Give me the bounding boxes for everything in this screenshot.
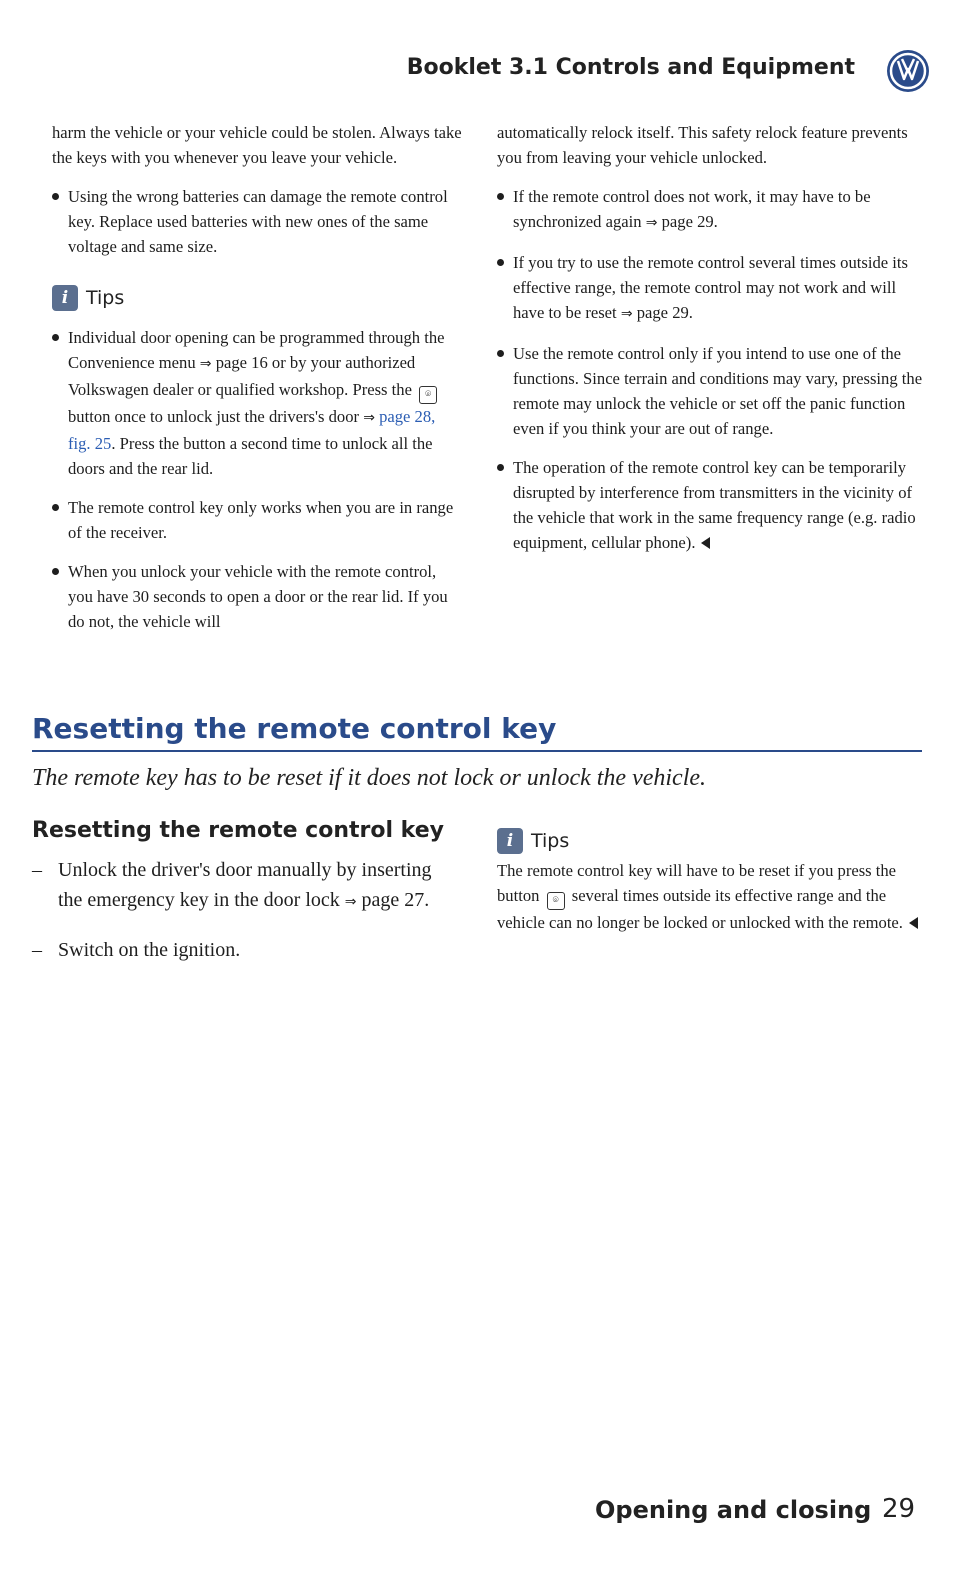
page-header: Booklet 3.1 Controls and Equipment [406,55,855,80]
step1-text: Unlock the driver's door manually by inserting the emergency key in the door lock [58,859,432,911]
step-unlock [32,855,452,917]
vw-logo-icon [885,48,931,94]
tips-text-b: several times outside its effective range and the vehicle can no longer be locked or unlocked with the remote. [497,886,903,932]
step1-page-link[interactable]: page 27. [361,889,430,911]
right-double-arrow-icon: ⇒ [645,215,658,231]
bullet-reset [497,250,927,327]
tips-label: Tips [86,286,125,309]
b2-text: If you try to use the remote control several times outside its effective range, the remote control may not work and will have to be reset [513,253,908,322]
right-double-arrow-icon: ⇒ [363,410,375,426]
page-number: 29 [882,1494,916,1524]
right-double-arrow-icon: ⇒ [344,894,357,910]
bullet-synchronize [497,184,927,236]
tip1-text-a: Individual door opening can be programmed through the Convenience menu [68,328,445,372]
tip1-text-d: . Press the button a second time to unlock all the doors and the rear lid. [68,434,433,478]
left-column [52,120,462,634]
right-double-arrow-icon: ⇒ [620,306,633,322]
tips-label: Tips [531,829,570,852]
info-icon: i [497,828,523,854]
section-intro: The remote key has to be reset if it does not lock or unlock the vehicle. [32,765,707,791]
tip-door-opening [52,325,462,481]
tip1-fig-link[interactable]: page 28, fig. 25 [68,407,436,453]
tips-box-reset [497,828,927,935]
b1-text: If the remote control does not work, it may have to be synchronized again [513,187,871,231]
bullet-use-only: Use the remote control only if you intend to use one of the functions. Since terrain and conditions may vary, pressing the remote may unlock the vehicle or set off the panic function even if you think your are out of range. [497,341,927,441]
tips-reset-text [497,858,927,935]
tip1-text-c: button once to unlock just the drivers's door [68,407,360,426]
section-divider [32,750,922,752]
key-button-icon: ⌾ [547,892,565,910]
end-marker-icon [701,537,710,549]
bullet-batteries: Using the wrong batteries can damage the remote control key. Replace used batteries with new ones of the same voltage and same size. [52,184,462,259]
intro-text: harm the vehicle or your vehicle could be stolen. Always take the keys with you whenever you leave your vehicle. [52,123,462,167]
steps-list [32,855,452,983]
relock-text: automatically relock itself. This safety relock feature prevents you from leaving your vehicle unlocked. [497,123,908,167]
right-column [497,120,927,555]
end-marker-icon [909,917,918,929]
right-double-arrow-icon: ⇒ [199,356,212,372]
b2-page-link[interactable]: page 29. [636,303,693,322]
tips-text-a: The remote control key will have to be reset if you press the button [497,861,897,905]
tip1-text-b: or by your authorized Volkswagen dealer or qualified workshop. Press the [68,353,416,399]
key-button-icon: ⌾ [419,386,437,404]
tips-header [497,828,927,854]
b1-page-link[interactable]: page 29. [661,212,718,231]
sub-title: Resetting the remote control key [32,818,444,843]
footer-chapter: Opening and closing [595,1496,872,1524]
step-ignition: – Switch on the ignition. [32,935,452,965]
bullet-interference [497,455,927,555]
tips-header [52,285,462,311]
info-icon: i [52,285,78,311]
section-title: Resetting the remote control key [32,712,557,745]
b4-text: The operation of the remote control key can be temporarily disrupted by interference from transmitters in the vicinity of the vehicle that work in the same frequency range (e.g. radio equipment, cellular phone). [513,458,916,552]
tip-thirty-seconds: When you unlock your vehicle with the remote control, you have 30 seconds to open a door or the rear lid. If you do not, the vehicle will [52,559,462,634]
tip1-page-link[interactable]: page 16 [215,353,268,372]
tip-range: The remote control key only works when you are in range of the receiver. [52,495,462,545]
